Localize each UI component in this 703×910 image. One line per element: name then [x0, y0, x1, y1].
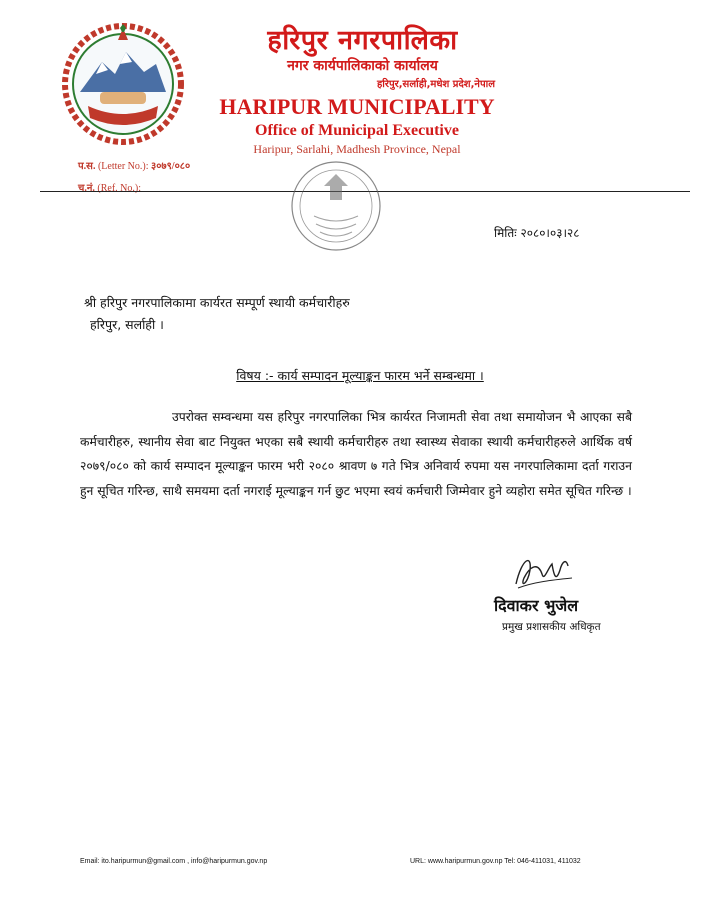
signer-name: दिवाकर भुजेल: [494, 596, 579, 615]
letter-number-label-np: प.स.: [78, 161, 96, 172]
address-np: हरिपुर,सर्लाही,मधेश प्रदेश,नेपाल: [377, 79, 495, 90]
letter-number: [78, 158, 190, 172]
reference-number-label-np: च.नं.: [78, 183, 95, 194]
footer-contact: URL: www.haripurmun.gov.np Tel: 046-411031, 411032: [410, 858, 581, 865]
municipality-title-np: हरिपुर नगरपालिका: [267, 25, 458, 56]
office-stamp-icon: [286, 156, 386, 256]
nepal-emblem-icon: [60, 22, 186, 146]
municipality-title-en: HARIPUR MUNICIPALITY: [219, 94, 495, 119]
body-paragraph: उपरोक्त सम्वन्धमा यस हरिपुर नगरपालिका भित्र कार्यरत निजामती सेवा तथा समायोजन भै आएका सबै कर्मचारीहरु, स्थानीय सेवा बाट नियुक्त भएका सबै स्थायी कर्मचारीहरु तथा स्वास्थ्य सेवाका स्थायी कर्मचारीहरुले आर्थिक वर्ष २०७९/०८० को कार्य सम्पादन मूल्याङ्कन फारम भरी २०८० श्रावण ७ गते भित्र अनिवार्य रुपमा यस नगरपालिकामा दर्ता गराउन हुन सूचित गरिन्छ, साथै समयमा दर्ता नगराई मूल्याङ्कन गर्न छुट भएमा स्वयं कर्मचारी जिम्मेवार हुने व्यहोरा समेत सूचित गरिन्छ ।: [80, 410, 632, 498]
subject-text: विषय :- कार्य सम्पादन मूल्याङ्कन फारम भर्ने सम्बन्धमा ।: [236, 368, 484, 383]
letter-body: [80, 405, 632, 503]
signature-icon: [508, 548, 578, 594]
recipient-line-1: श्री हरिपुर नगरपालिकामा कार्यरत सम्पूर्ण स्थायी कर्मचारीहरु: [84, 295, 350, 310]
recipient-line-2: हरिपुर, सर्लाही ।: [90, 317, 164, 332]
letter-number-label-en: (Letter No.):: [97, 161, 149, 172]
letter-date: मितिः २०८०।०३।२८: [494, 226, 580, 240]
office-title-np: नगर कार्यपालिकाको कार्यालय: [287, 58, 438, 74]
office-title-en: Office of Municipal Executive: [255, 122, 459, 139]
signer-title: प्रमुख प्रशासकीय अधिकृत: [502, 621, 601, 633]
subject-line: [80, 367, 640, 384]
footer-email: Email: ito.haripurmun@gmail.com , info@haripurmun.gov.np: [80, 858, 268, 865]
letter-number-value: ३०७९/०८०: [151, 161, 191, 172]
recipient-block: [84, 292, 350, 336]
reference-number-label-en: (Ref. No.):: [97, 183, 142, 194]
address-en: Haripur, Sarlahi, Madhesh Province, Nepal: [253, 142, 461, 156]
